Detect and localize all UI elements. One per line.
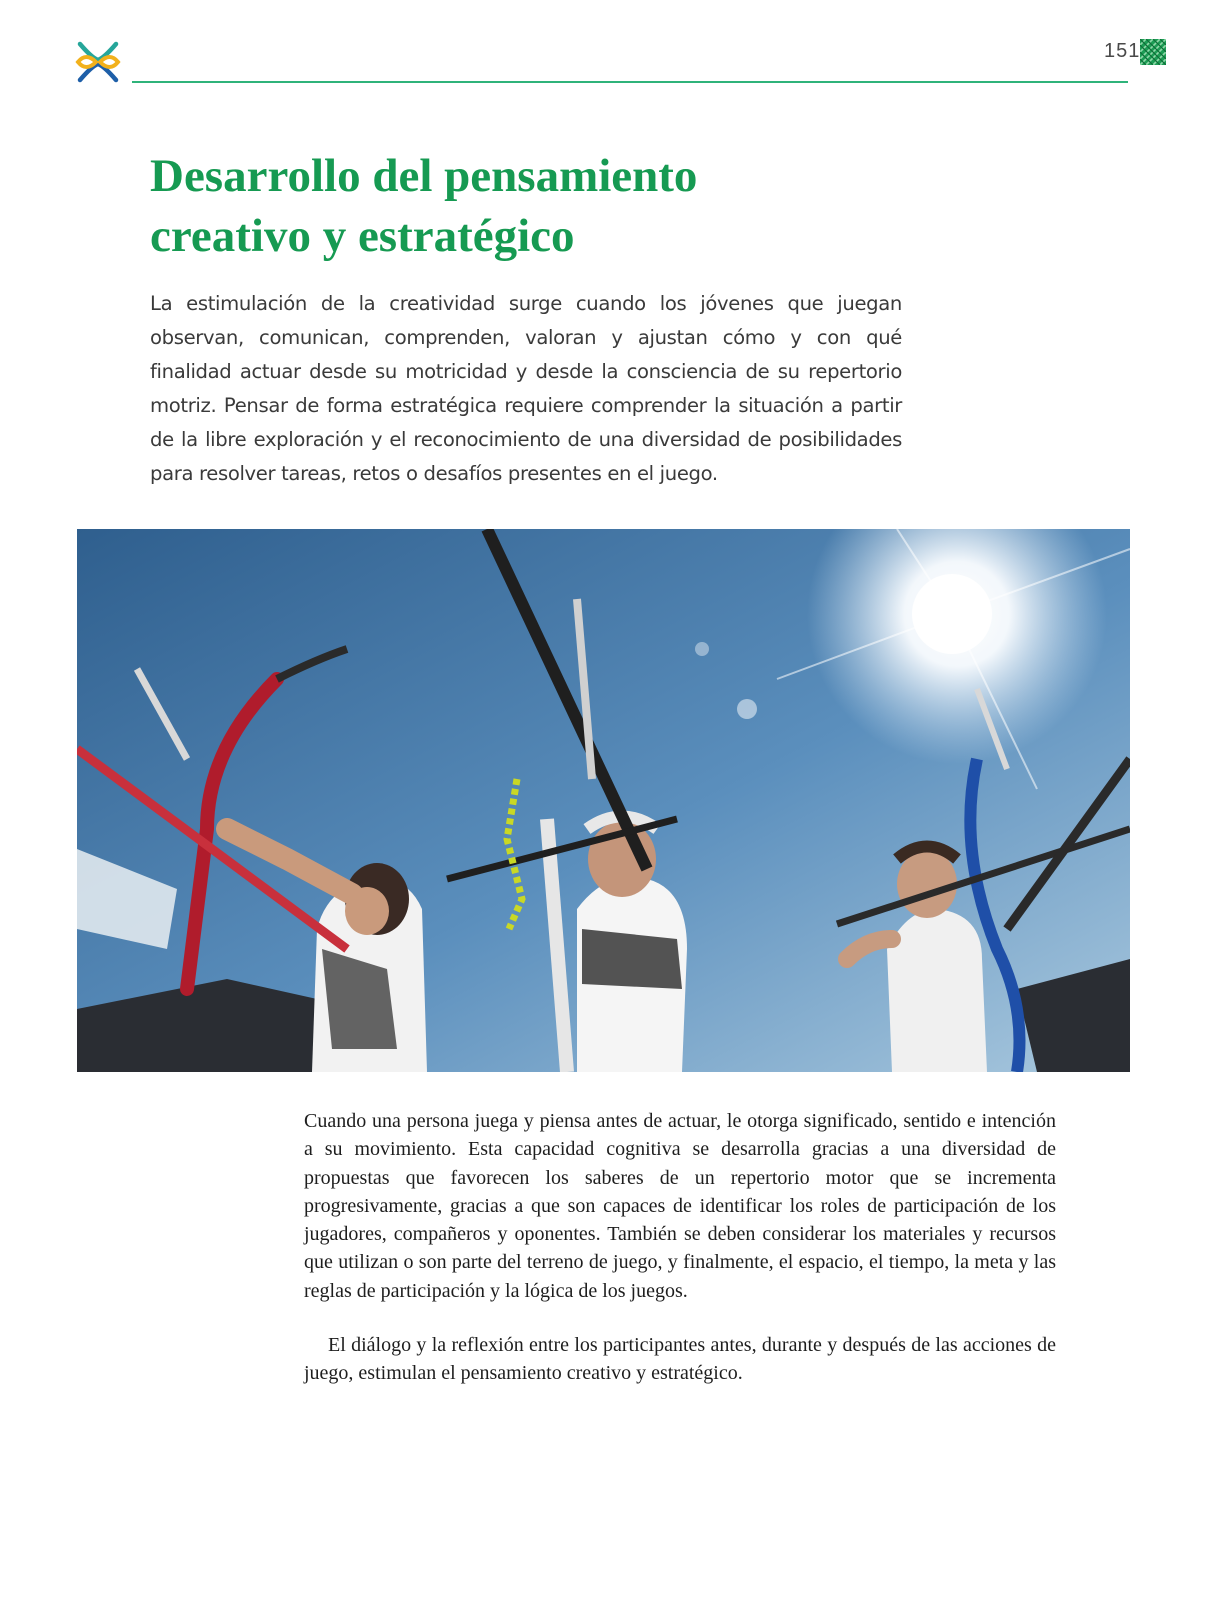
header-rule xyxy=(132,81,1128,83)
title-line-1: Desarrollo del pensamiento xyxy=(150,150,698,202)
body-paragraph: Cuando una persona juega y piensa antes de actuar, le otorga significado, sentido e intención a su movimiento. Esta capacidad cognitiva se desarrolla gracias a una diversidad de propuestas que favorecen los saberes de un repertorio motor que se incrementa progresivamente, gracias a que son capaces de identificar los roles de participación de los jugadores, compañeros y oponentes. También se deben considerar los materiales y recursos que utilizan o son parte del terreno de juego, y finalmente, el espacio, el tiempo, la meta y las reglas de participación y la lógica de los juegos. xyxy=(304,1110,1056,1302)
page-title xyxy=(150,146,910,266)
section-logo-icon xyxy=(74,38,122,86)
page-number: 151 xyxy=(1104,40,1141,62)
title-line-2: creativo y estratégico xyxy=(150,210,575,262)
intro-paragraph: La estimulación de la creatividad surge cuando los jóvenes que juegan observan, comunican, comprenden, valoran y ajustan cómo y con qué finalidad actuar desde su motricidad y desde la consciencia de su repertorio motriz. Pensar de forma estratégica requiere comprender la situación a partir de la libre exploración y el reconocimiento de una diversidad de posibilidades para resolver tareas, retos o desafíos presentes en el juego. xyxy=(150,292,902,485)
body-text xyxy=(304,1107,1056,1388)
body-paragraph: El diálogo y la reflexión entre los participantes antes, durante y después de las acciones de juego, estimulan el pensamiento creativo y estratégico. xyxy=(304,1334,1056,1385)
archers-photo xyxy=(77,529,1130,1072)
pattern-icon xyxy=(1140,39,1166,65)
